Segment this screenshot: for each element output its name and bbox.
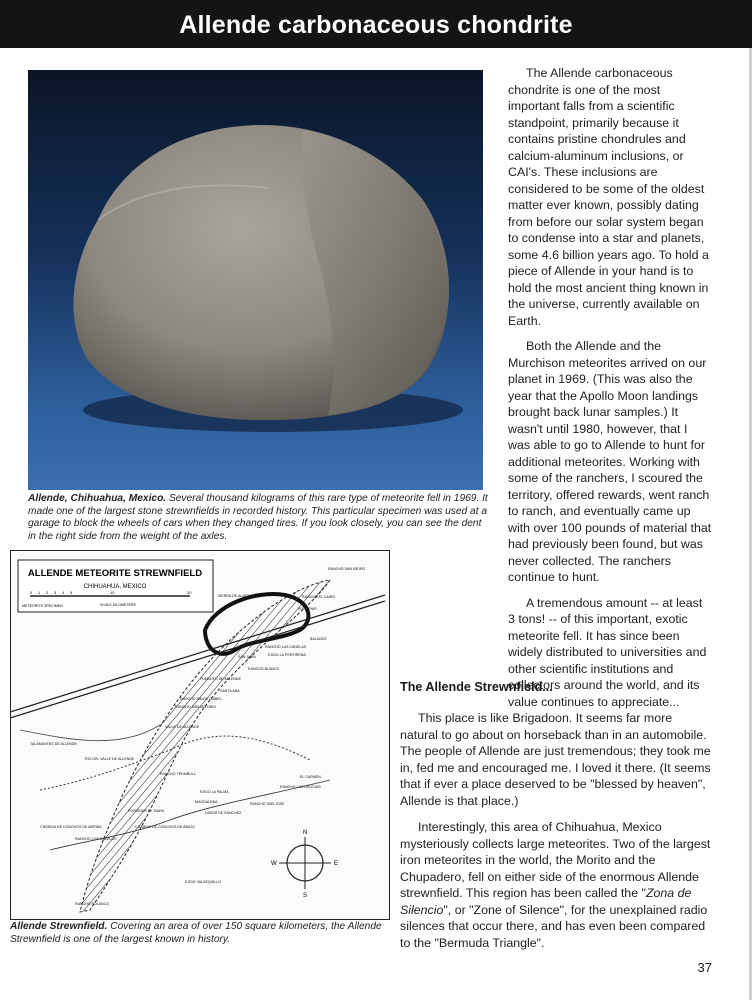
map-caption-text: Covering an area of over 150 square kilometers, the Allende Strewnfield is one of the largest known in history.	[10, 921, 382, 945]
map-label: RANCHO LAS DELICIAS	[280, 785, 321, 789]
compass-west: W	[271, 861, 277, 867]
page-title: Allende carbonaceous chondrite	[179, 11, 573, 39]
scale-number: 20	[187, 590, 192, 595]
scale-number: 10	[110, 590, 115, 595]
compass-icon	[271, 830, 338, 899]
map-subtitle: CHIHUAHUA, MEXICO	[83, 584, 147, 590]
map-label: LABOR DE SANCHEZ	[205, 811, 242, 815]
map-label: SAN JUAN	[238, 655, 256, 659]
page-number: 37	[697, 960, 712, 975]
meteorite-photo	[28, 70, 483, 490]
map-label: EJIDO LA PORFIRENA	[268, 653, 306, 657]
map-caption-title: Allende Strewnfield.	[10, 921, 108, 932]
photo-caption-title: Allende, Chihuahua, Mexico.	[28, 493, 167, 504]
map-label: CIENEGA DE CONCHOS DE ABAJO	[135, 825, 195, 829]
map-caption	[10, 921, 390, 946]
article-emphasis: Zona de Silencio	[400, 886, 692, 917]
photo-caption	[28, 493, 488, 543]
map-label: PUEBLITO DE ALLENDE	[200, 677, 241, 681]
map-label: RANCHO TRUMBULL	[160, 772, 196, 776]
scale-number: 4	[62, 590, 65, 595]
map-label: VALLE DE ALLENDE	[165, 725, 200, 729]
map-label: EJIDO LA PALMA	[200, 790, 229, 794]
map-title: ALLENDE METEORITE STREWNFIELD	[27, 568, 203, 579]
map-label: SIERRA DE ALMOLOYA	[218, 594, 258, 598]
scale-number: 3	[54, 590, 57, 595]
scale-number: 1	[38, 590, 41, 595]
article-paragraph	[400, 819, 712, 951]
map-label: EL CARMEN	[300, 775, 321, 779]
article-paragraph: The Allende carbonaceous chondrite is one of the most important falls from a scientific standpoint, primarily because it contains pristine chondrules and calcium-aluminum inclusions, or CAI's. These inclusions are considered to be some of the oldest matter ever known, possibly dating from before our solar system began to condense into a star and planets, some 4.6 billion years ago. To hold a piece of Allende in your hand is to hold the most ancient thing known in the universe, currently available on Earth.	[508, 66, 709, 328]
section-heading: The Allende Strewnfield...	[400, 680, 553, 694]
article-paragraph: A tremendous amount -- at least 3 tons! -- of this important, exotic meteorite fell. It has since been widely distributed to universities and other scientific institutions and collectors around the world, and its value continues to appreciate...	[508, 595, 707, 709]
compass-east: E	[334, 861, 339, 867]
map-label: RANCHO LAS CANELAS	[265, 645, 307, 649]
map-label: PORVENIR	[298, 607, 317, 611]
page-header	[0, 0, 752, 48]
photo-caption-text: Several thousand kilograms of this rare type of meteorite fell in 1969. It made one of the largest stone strewnfields in recorded history. This particular specimen was used at a garage to block the wheels of cars when they changed tires. If you look closely, you can see the dent in the right side from the weight of the axles.	[28, 493, 488, 542]
compass-south: S	[303, 893, 308, 899]
article-paragraph: This place is like Brigadoon. It seems far more natural to go about on horseback than in an automobile. The people of Allende are just tremendous; they took me in, fed me and encouraged me. I loved it there. (It seems that if ever a place deserved to be "blessed by heaven", Allende is that place.)	[400, 711, 711, 808]
map-label: EJIDO VALSEQUILLO	[185, 880, 222, 884]
article-text: ", or "Zone of Silence", for the unexplained radio silences that occur there, and has even been compared to the "Bermuda Triangle".	[400, 902, 708, 950]
map-label: PORVENIR DE MARA	[128, 809, 165, 813]
compass-north: N	[303, 830, 308, 836]
map-label: RANCHO SAN ANTONIO	[175, 705, 217, 709]
map-label: RANCHO POLANCO	[75, 902, 110, 906]
article-column-right	[508, 65, 712, 719]
scale-number: 0	[30, 590, 33, 595]
map-label: RANCHO SAN JOSE	[250, 802, 285, 806]
map-label: MAGDALENA	[195, 800, 218, 804]
map-label: RIO DEL VALLE DE ALLENDE	[85, 757, 135, 761]
article-column-lower	[400, 710, 712, 960]
map-label: RANCHO SANTA ISABEL	[180, 697, 222, 701]
article-paragraph: Both the Allende and the Murchison meteorites arrived on our planet in 1969. (This was also the year that the Apollo Moon landings brought back lunar samples.) It wasn't until 1980, however, that I was able to go to Allende to hunt for additional meteorites. Working with some of the ranchers, I scoured the territory, offered rewards, went ranch to ranch, and eventually came up with over 100 pounds of material that had previously been found, but was never collected. The ranchers continue to hunt.	[508, 339, 712, 584]
scale-label: SCALE KILOMETERS	[100, 603, 136, 607]
meteorite-rock-illustration	[28, 70, 483, 490]
map-label: RANCHO SAN ISIDRO	[328, 567, 366, 571]
legend-label: METEORITE SPECIMEN	[22, 604, 63, 608]
map-label: SANTA ANA	[220, 689, 240, 693]
map-label: TALAMANTES DE ALLENDE	[30, 742, 77, 746]
article-text: Interestingly, this area of Chihuahua, Mexico mysteriously collects large meteorites. Two of the largest iron meteorites in the world, the Morito and the Chupadero, fell on either side of the enormous Allende strewnfield. This region has been called the "	[400, 820, 711, 900]
map-label: BALANCE	[310, 637, 327, 641]
strewnfield-map	[10, 550, 390, 920]
scale-number: 5	[70, 590, 73, 595]
strewnfield-map-svg	[10, 550, 390, 920]
map-label: RANCHO EL CAIRO	[302, 595, 336, 599]
scale-number: 2	[46, 590, 49, 595]
map-label: RANCHO LOS OJUELOS	[75, 837, 117, 841]
map-label: RANCHO BLANCO	[248, 667, 280, 671]
map-label: CIENEGA DE CONCHOS DE ARRIBA	[40, 825, 102, 829]
